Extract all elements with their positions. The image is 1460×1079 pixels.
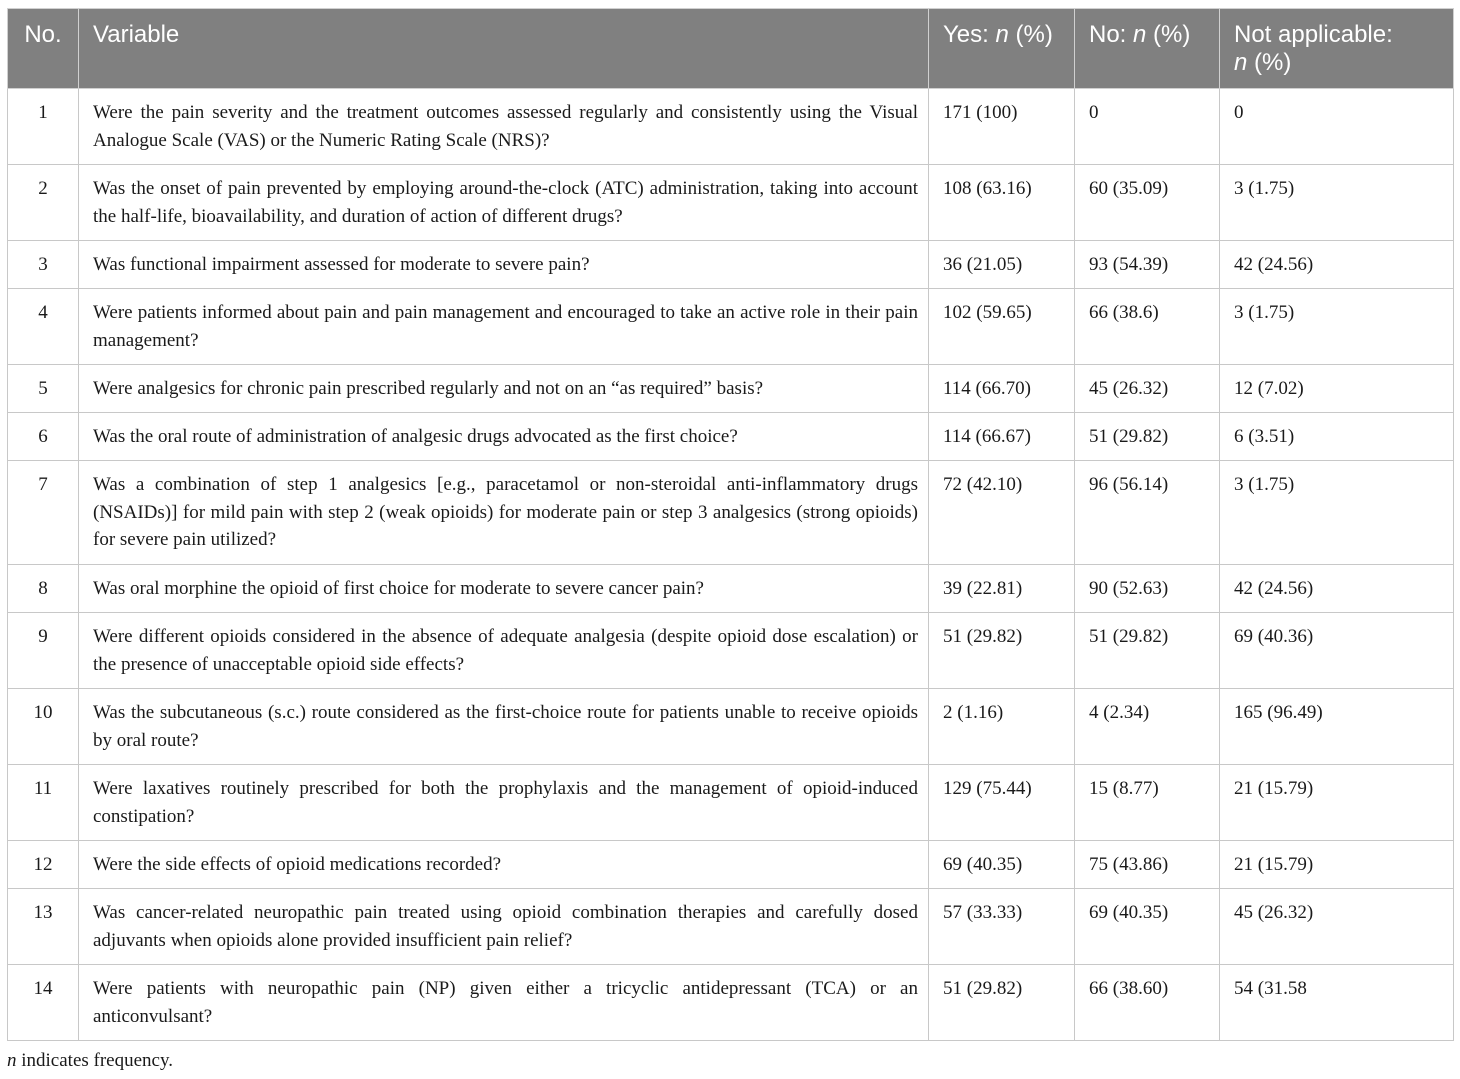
table-row <box>8 889 1454 965</box>
row-number: 7 <box>8 461 79 565</box>
row-no: 4 (2.34) <box>1075 689 1220 765</box>
row-not-applicable: 42 (24.56) <box>1220 241 1454 289</box>
row-not-applicable: 45 (26.32) <box>1220 889 1454 965</box>
row-yes: 72 (42.10) <box>929 461 1075 565</box>
row-not-applicable: 12 (7.02) <box>1220 365 1454 413</box>
row-no: 96 (56.14) <box>1075 461 1220 565</box>
row-yes: 57 (33.33) <box>929 889 1075 965</box>
row-not-applicable: 165 (96.49) <box>1220 689 1454 765</box>
row-not-applicable: 69 (40.36) <box>1220 613 1454 689</box>
row-yes: 51 (29.82) <box>929 613 1075 689</box>
row-not-applicable: 54 (31.58 <box>1220 965 1454 1041</box>
table-container <box>7 8 1453 1041</box>
row-variable: Was oral morphine the opioid of first choice for moderate to severe cancer pain? <box>79 565 929 613</box>
row-yes: 114 (66.67) <box>929 413 1075 461</box>
row-yes: 51 (29.82) <box>929 965 1075 1041</box>
table-row <box>8 565 1454 613</box>
row-number: 1 <box>8 89 79 165</box>
row-number: 9 <box>8 613 79 689</box>
row-yes: 114 (66.70) <box>929 365 1075 413</box>
row-variable: Were analgesics for chronic pain prescribed regularly and not on an “as required” basis? <box>79 365 929 413</box>
row-variable: Were patients with neuropathic pain (NP) given either a tricyclic antidepressant (TCA) or an anticonvulsant? <box>79 965 929 1041</box>
row-not-applicable: 21 (15.79) <box>1220 841 1454 889</box>
table-row <box>8 241 1454 289</box>
header-no-prefix: No: <box>1089 21 1134 48</box>
row-number: 11 <box>8 765 79 841</box>
row-not-applicable: 3 (1.75) <box>1220 289 1454 365</box>
row-variable: Were laxatives routinely prescribed for both the prophylaxis and the management of opioid-induced constipation? <box>79 765 929 841</box>
header-yes-suffix: (%) <box>1008 21 1053 48</box>
table-row <box>8 413 1454 461</box>
row-variable: Were the side effects of opioid medications recorded? <box>79 841 929 889</box>
row-number: 2 <box>8 165 79 241</box>
row-no: 69 (40.35) <box>1075 889 1220 965</box>
row-variable: Was the oral route of administration of analgesic drugs advocated as the first choice? <box>79 413 929 461</box>
table-row <box>8 841 1454 889</box>
row-not-applicable: 0 <box>1220 89 1454 165</box>
row-variable: Were patients informed about pain and pain management and encouraged to take an active role in their pain management? <box>79 289 929 365</box>
row-no: 60 (35.09) <box>1075 165 1220 241</box>
header-no-answer <box>1075 9 1220 89</box>
row-number: 14 <box>8 965 79 1041</box>
row-yes: 2 (1.16) <box>929 689 1075 765</box>
row-yes: 108 (63.16) <box>929 165 1075 241</box>
row-yes: 36 (21.05) <box>929 241 1075 289</box>
header-yes <box>929 9 1075 89</box>
row-no: 90 (52.63) <box>1075 565 1220 613</box>
row-number: 8 <box>8 565 79 613</box>
footnote-n: n <box>7 1050 17 1071</box>
row-no: 0 <box>1075 89 1220 165</box>
table-row <box>8 613 1454 689</box>
header-no: No. <box>8 9 79 89</box>
row-not-applicable: 6 (3.51) <box>1220 413 1454 461</box>
row-no: 51 (29.82) <box>1075 613 1220 689</box>
row-variable: Was the onset of pain prevented by employing around-the-clock (ATC) administration, taking into account the half-life, bioavailability, and duration of action of different drugs? <box>79 165 929 241</box>
row-number: 5 <box>8 365 79 413</box>
header-row <box>8 9 1454 89</box>
row-no: 66 (38.60) <box>1075 965 1220 1041</box>
row-no: 66 (38.6) <box>1075 289 1220 365</box>
header-na-line1: Not applicable: <box>1234 21 1393 48</box>
table-row <box>8 165 1454 241</box>
row-number: 10 <box>8 689 79 765</box>
table-row <box>8 689 1454 765</box>
table-row <box>8 965 1454 1041</box>
results-table <box>7 8 1454 1041</box>
header-no-suffix: (%) <box>1146 21 1191 48</box>
header-na-n: n <box>1234 49 1248 76</box>
row-no: 51 (29.82) <box>1075 413 1220 461</box>
row-not-applicable: 3 (1.75) <box>1220 461 1454 565</box>
row-yes: 129 (75.44) <box>929 765 1075 841</box>
row-variable: Was cancer-related neuropathic pain treated using opioid combination therapies and carefully dosed adjuvants when opioids alone provided insufficient pain relief? <box>79 889 929 965</box>
row-no: 75 (43.86) <box>1075 841 1220 889</box>
row-variable: Was the subcutaneous (s.c.) route considered as the first-choice route for patients unable to receive opioids by oral route? <box>79 689 929 765</box>
table-row <box>8 89 1454 165</box>
table-row <box>8 461 1454 565</box>
table-row <box>8 289 1454 365</box>
row-variable: Was functional impairment assessed for moderate to severe pain? <box>79 241 929 289</box>
header-yes-prefix: Yes: <box>943 21 996 48</box>
row-variable: Were different opioids considered in the absence of adequate analgesia (despite opioid dose escalation) or the presence of unacceptable opioid side effects? <box>79 613 929 689</box>
row-no: 93 (54.39) <box>1075 241 1220 289</box>
row-yes: 69 (40.35) <box>929 841 1075 889</box>
header-yes-n: n <box>995 21 1009 48</box>
row-not-applicable: 3 (1.75) <box>1220 165 1454 241</box>
row-yes: 39 (22.81) <box>929 565 1075 613</box>
row-number: 13 <box>8 889 79 965</box>
header-variable: Variable <box>79 9 929 89</box>
header-not-applicable <box>1220 9 1454 89</box>
row-not-applicable: 21 (15.79) <box>1220 765 1454 841</box>
row-not-applicable: 42 (24.56) <box>1220 565 1454 613</box>
row-no: 45 (26.32) <box>1075 365 1220 413</box>
row-yes: 171 (100) <box>929 89 1075 165</box>
row-no: 15 (8.77) <box>1075 765 1220 841</box>
header-na-suffix: (%) <box>1247 49 1292 76</box>
footnote-text: indicates frequency. <box>16 1050 173 1071</box>
row-number: 3 <box>8 241 79 289</box>
row-number: 12 <box>8 841 79 889</box>
row-variable: Was a combination of step 1 analgesics [e.g., paracetamol or non-steroidal anti-inflammatory drugs (NSAIDs)] for mild pain with step 2 (weak opioids) for moderate pain or step 3 analgesics (strong opioids) for severe pain utilized? <box>79 461 929 565</box>
table-row <box>8 765 1454 841</box>
header-no-n: n <box>1133 21 1147 48</box>
row-yes: 102 (59.65) <box>929 289 1075 365</box>
table-footnote <box>7 1049 173 1073</box>
table-row <box>8 365 1454 413</box>
row-variable: Were the pain severity and the treatment outcomes assessed regularly and consistently using the Visual Analogue Scale (VAS) or the Numeric Rating Scale (NRS)? <box>79 89 929 165</box>
row-number: 4 <box>8 289 79 365</box>
row-number: 6 <box>8 413 79 461</box>
